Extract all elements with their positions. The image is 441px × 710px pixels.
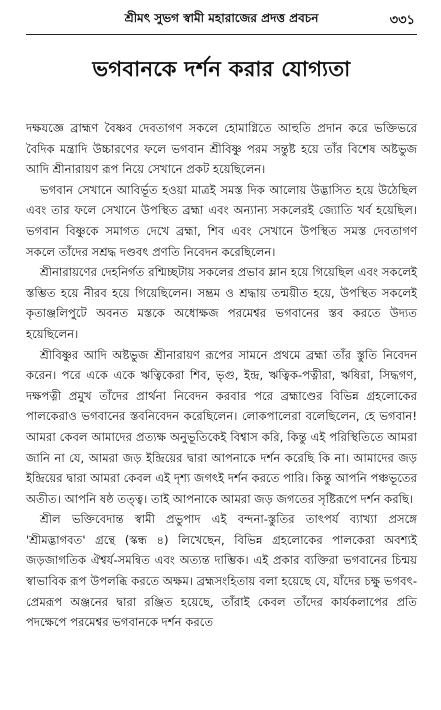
running-title: শ্রীমৎ সুভগ স্বামী মহারাজের প্রদত্ত প্রবচন — [124, 11, 319, 25]
chapter-title: ভগবানকে দর্শন করার যোগ্যতা — [92, 57, 351, 81]
paragraph: দক্ষযজ্ঞে ব্রাহ্মণ বৈষ্ণব দেবতাগণ সকলে হোমাগ্নিতে আহুতি প্রদান করে ভক্তিভরে বৈদিক মন্ত্রাদি উচ্চারণের ফলে ভগবান শ্রীবিষ্ণু পরম সন্তুষ্ট হয়ে তাঁর বিশেষ অষ্টভুজ আদি শ্রীনারায়ণ রূপ নিয়ে সেখানে প্রকট হয়েছিলেন। — [26, 121, 417, 177]
running-header — [26, 6, 417, 35]
paragraph: ভগবান সেখানে আবির্ভূত হওয়া মাত্রই সমস্ত দিক আলোয় উদ্ভাসিত হয়ে উঠেছিল এবং তার ফলে সেখানে উপস্থিত ব্রহ্মা এবং অন্যান্য সকলেরই জ্যোতি খর্ব হয়েছিল। ভগবান বিষ্ণুকে সমাগত দেখে ব্রহ্মা, শিব এবং সেখানে উপস্থিত সমস্ত দেবতাগণ সকলে তাঁদের সশ্রদ্ধ দণ্ডবৎ প্রণতি নিবেদন করেছিলেন। — [26, 182, 417, 259]
body-text — [26, 118, 417, 633]
page-number: ৩৩১ — [389, 13, 415, 28]
paragraph: শ্রীনারায়ণের দেহনির্গত রশ্মিচ্ছটায় সকলের প্রভাব ম্লান হয়ে গিয়েছিল এবং সকলেই স্তম্ভিত হয়ে নীরব হয়ে গিয়েছিলেন। সম্ভ্রম ও শ্রদ্ধায় তন্ময়ীত হয়ে, উপস্থিত সকলেই কৃতাঞ্জলিপুটে অবনত মস্তকে অধোক্ষজ পরমেশ্বর ভগবানের স্তব করতে উদ্যত হয়েছিলেন। — [26, 265, 417, 341]
paragraph: শ্রীবিষ্ণুর আদি অষ্টভুজ শ্রীনারায়ণ রূপের সামনে প্রথমে ব্রহ্মা তাঁর স্তুতি নিবেদন করেন। পরে একে একে ঋত্বিকেরা শিব, ভৃগু, ইন্দ্র, ঋত্বিক-পত্নীরা, ঋষিরা, সিদ্ধগণ, দক্ষপত্নী প্রমুখ তাঁদের প্রার্থনা নিবেদন করবার পরে ব্রহ্মাণ্ডের বিভিন্ন গ্রহলোকের পালকেরাও ভগবানের স্তবনিবেদন করেছিলেন। লোকপালেরা বলেছিলেন, হে ভগবান! আমরা কেবল আমাদের প্রত্যক্ষ অনুভূতিকেই বিশ্বাস করি, কিন্তু এই পরিস্থিতিতে আমরা জানি না যে, আমরা জড় ইন্দ্রিয়ের দ্বারা আপনাকে দর্শন করেছি কি না। আমাদের জড় ইন্দ্রিয়ের দ্বারা আমরা কেবল এই দৃশ্য জগৎই দর্শন করতে পারি। কিন্তু আপনি পঞ্চভূতের অতীত। আপনি ষষ্ঠ তত্ত্ব। তাই আপনাকে আমরা জড় জগতের সৃষ্টিরূপে দর্শন করছি। — [26, 347, 417, 506]
book-page — [0, 6, 441, 710]
paragraph: শ্রীল ভক্তিবেদান্ত স্বামী প্রভুপাদ এই বন্দনা-স্তুতির তাৎপর্য ব্যাখ্যা প্রসঙ্গে 'শ্রীমদ্ভাগবত' গ্রন্থে (স্কন্ধ ৪) লিখেছেন, বিভিন্ন গ্রহলোকের পালকেরা অবশ্যই জড়জাগতিক ঐশ্বর্য-সমন্বিত এবং অত্যন্ত দাম্ভিক। এই প্রকার ব্যক্তিরা ভগবানের চিন্ময় স্বাভাবিক রূপ উপলব্ধি করতে অক্ষম। ব্রহ্মসংহিতায় বলা হয়েছে যে, যাঁদের চক্ষু ভগবৎ-প্রেমরূপ অঞ্জনের দ্বারা রঞ্জিত হয়েছে, তাঁরাই কেবল তাঁদের কার্যকলাপের প্রতি পদক্ষেপে পরমেশ্বর ভগবানকে দর্শন করতে — [26, 512, 417, 630]
